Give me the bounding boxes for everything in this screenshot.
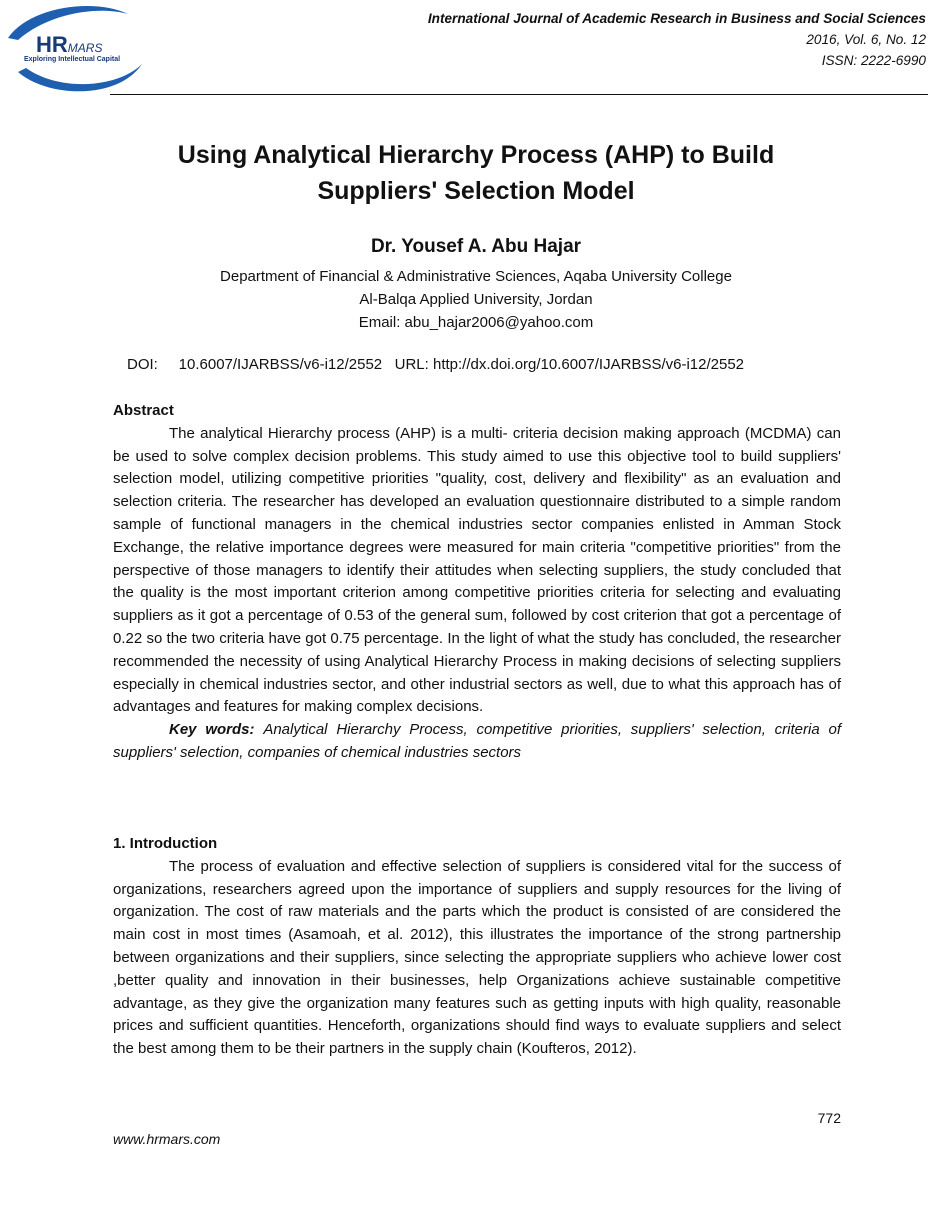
introduction-heading: 1. Introduction	[113, 835, 218, 852]
logo-wordmark: HRMARS	[36, 32, 103, 57]
abstract-heading: Abstract	[113, 402, 174, 419]
introduction-body: The process of evaluation and effective selection of suppliers is considered vital for the success of organizations, researchers agreed upon the importance of suppliers and supply resources for the living of organization. The cost of raw materials and the parts which the product is consisted of are considered the main cost in most times (Asamoah, et al. 2012), this illustrates the importance of the strong partnership between organizations and their suppliers, since selecting the appropriate suppliers who achieve lower cost ,better quality and innovation in their businesses, help Organizations achieve sustainable competitive advantage, as they give the organization many features such as getting inputs with high quality, reasonable prices and sufficient quantities. Henceforth, organizations should find ways to evaluate suppliers and select the best among them to be their partners in the supply chain (Koufteros, 2012).	[113, 857, 841, 1058]
affiliation-university: Al-Balqa Applied University, Jordan	[359, 291, 593, 308]
author-name: Dr. Yousef A. Abu Hajar	[370, 236, 582, 257]
keywords-label: Key words:	[169, 721, 255, 739]
keywords-text: Analytical Hierarchy Process, competitive priorities, suppliers' selection, criteria of suppliers' selection, companies of chemical industries sectors	[113, 721, 841, 761]
journal-volume: 2016, Vol. 6, No. 12	[806, 32, 926, 47]
paper-title	[112, 137, 840, 209]
doi-url-line: DOI: 10.6007/IJARBSS/v6-i12/2552 URL: http://dx.doi.org/10.6007/IJARBSS/v6-i12/2552	[127, 356, 745, 373]
header-divider	[110, 94, 928, 95]
journal-logo	[0, 0, 150, 100]
title-line-2: Suppliers' Selection Model	[317, 177, 635, 205]
affiliation-department: Department of Financial & Administrative Sciences, Aqaba University College	[220, 268, 732, 285]
footer-url: www.hrmars.com	[113, 1131, 221, 1147]
page-number: 772	[817, 1110, 841, 1126]
journal-info	[428, 8, 926, 71]
author-email: Email: abu_hajar2006@yahoo.com	[358, 314, 594, 331]
title-line-1: Using Analytical Hierarchy Process (AHP) to Build	[177, 141, 775, 169]
logo-tagline: Exploring Intellectual Capital	[24, 56, 121, 63]
abstract-section	[113, 400, 841, 765]
journal-issn: ISSN: 2222-6990	[821, 53, 926, 68]
keywords-paragraph	[113, 719, 841, 765]
author-affiliation	[0, 265, 952, 334]
journal-name: International Journal of Academic Research in Business and Social Sciences	[427, 11, 926, 26]
introduction-section	[113, 833, 841, 1061]
abstract-body: The analytical Hierarchy process (AHP) is a multi- criteria decision making approach (MCDMA) can be used to solve complex decision problems. This study aimed to use this objective tool to build suppliers' selection model, utilizing competitive priorities "quality, cost, delivery and flexibility" as an evaluation and selection criteria. The researcher has developed an evaluation questionnaire distributed to a simple random sample of functional managers in the chemical industries sector companies enlisted in Amman Stock Exchange, the relative importance degrees were measured for main criteria "competitive priorities" from the perspective of those managers to identify their attitudes when selecting suppliers, the study concluded that the quality is the most important criterion among competitive priorities criteria for selecting and evaluating suppliers as it got a percentage of 0.53 of the general sum, followed by cost criterion that got a percentage of 0.22 so the two criteria have got 0.75 percentage. In the light of what the study has concluded, the researcher recommended the necessity of using Analytical Hierarchy Process in making decisions of selecting suppliers especially in chemical industries sector, and other industrial sectors as well, due to what this approach has of advantages and features for making complex decisions.	[113, 424, 841, 716]
